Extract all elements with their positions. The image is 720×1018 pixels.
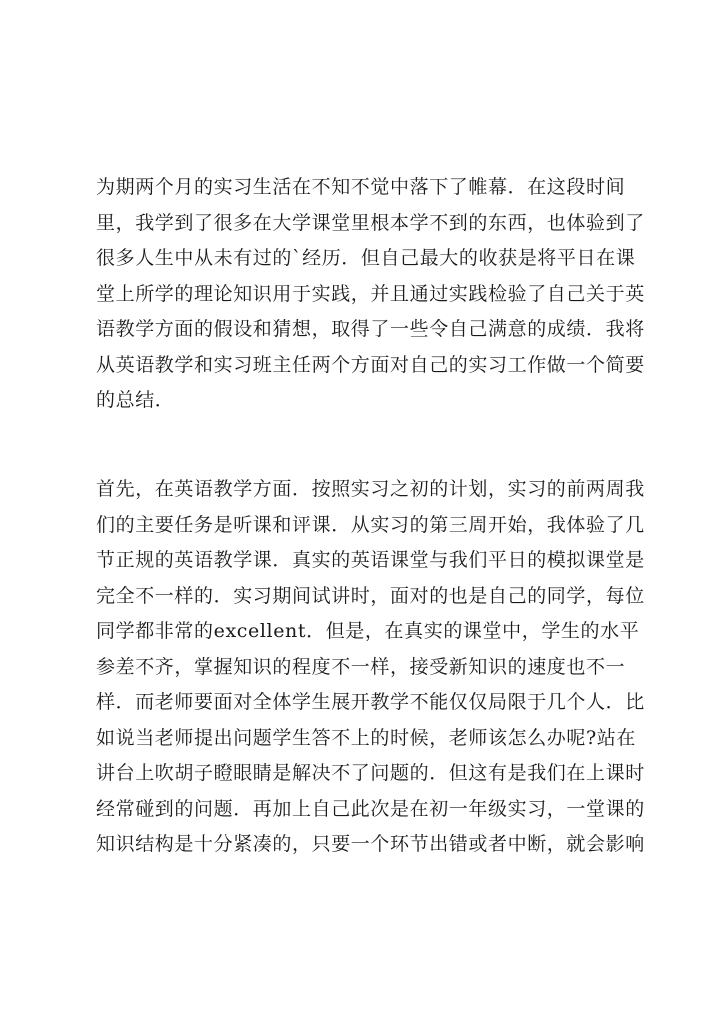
text-line: 样．而老师要面对全体学生展开教学不能仅仅局限于几个人．比	[96, 691, 645, 713]
text-line: 知识结构是十分紧凑的，只要一个环节出错或者中断，就会影响	[96, 833, 645, 855]
text-line: 经常碰到的问题．再加上自己此次是在初一年级实习，一堂课的	[96, 797, 645, 820]
text-line: 节正规的英语教学课．真实的英语课堂与我们平日的模拟课堂是	[96, 549, 645, 571]
text-line: 同学都非常的excellent．但是，在真实的课堂中，学生的水平	[96, 620, 640, 642]
text-line: 如说当老师提出问题学生答不上的时候，老师该怎么办呢?站在	[96, 726, 636, 749]
text-line: 的总结．	[96, 389, 175, 411]
text-line: 从英语教学和实习班主任两个方面对自己的实习工作做一个简要	[96, 353, 645, 376]
text-line: 堂上所学的理论知识用于实践，并且通过实践检验了自己关于英	[96, 282, 645, 305]
text-line: 参差不齐，掌握知识的程度不一样，接受新知识的速度也不一	[96, 655, 626, 678]
text-line: 很多人生中从未有过的`经历．但自己最大的收获是将平日在课	[96, 247, 636, 269]
paragraph-teaching	[96, 472, 656, 863]
text-line: 里，我学到了很多在大学课堂里根本学不到的东西，也体验到了	[96, 211, 645, 234]
text-line: 们的主要任务是听课和评课．从实习的第三周开始，我体验了几	[96, 513, 645, 536]
text-line: 首先，在英语教学方面．按照实习之初的计划，实习的前两周我	[96, 478, 645, 500]
text-line: 讲台上吹胡子瞪眼睛是解决不了问题的．但这有是我们在上课时	[96, 762, 645, 784]
text-line: 完全不一样的．实习期间试讲时，面对的也是自己的同学，每位	[96, 584, 645, 607]
paragraph-intro	[96, 170, 656, 419]
text-line: 语教学方面的假设和猜想，取得了一些令自己满意的成绩．我将	[96, 318, 645, 340]
text-line: 为期两个月的实习生活在不知不觉中落下了帷幕．在这段时间	[96, 176, 626, 198]
